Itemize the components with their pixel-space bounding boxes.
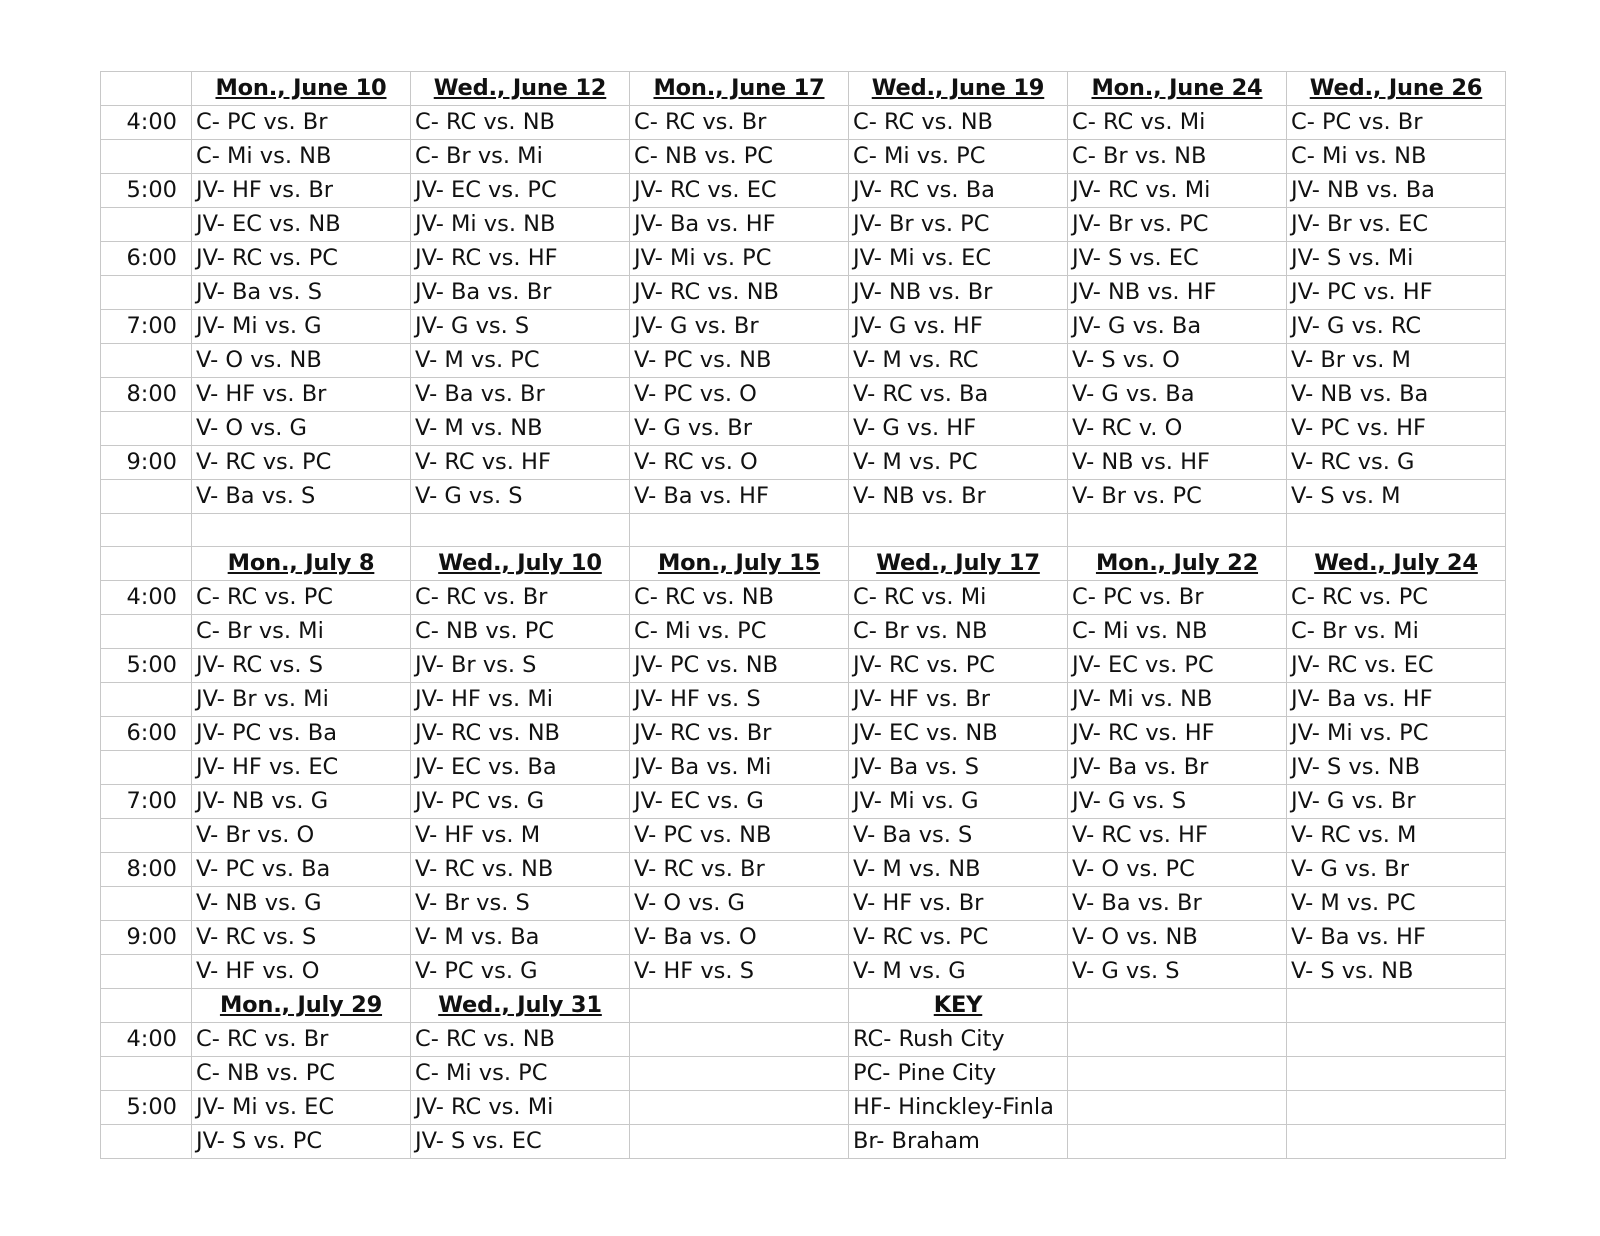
time-slot-cell: 5:00 [101,174,192,208]
key-entry-cell: PC- Pine City [849,1057,1068,1091]
matchup-cell: V- RC vs. HF [1068,819,1287,853]
matchup-cell: V- O vs. G [192,412,411,446]
game-row [101,174,1506,208]
date-header-row [101,547,1506,581]
matchup-cell [1068,1091,1287,1125]
matchup-cell: V- Br vs. O [192,819,411,853]
date-header-cell: Mon., June 17 [630,72,849,106]
matchup-cell: V- RC vs. PC [192,446,411,480]
time-slot-cell [101,344,192,378]
matchup-cell: JV- RC vs. NB [630,276,849,310]
matchup-cell: V- Ba vs. S [192,480,411,514]
matchup-cell: JV- RC vs. PC [849,649,1068,683]
empty-cell [1068,514,1287,547]
matchup-cell: C- RC vs. NB [849,106,1068,140]
matchup-cell: V- NB vs. G [192,887,411,921]
matchup-cell: V- M vs. NB [411,412,630,446]
matchup-cell: V- PC vs. O [630,378,849,412]
matchup-cell: V- RC v. O [1068,412,1287,446]
date-header-row [101,989,1506,1023]
matchup-cell [1287,1057,1506,1091]
time-slot-cell: 5:00 [101,1091,192,1125]
matchup-cell: JV- NB vs. G [192,785,411,819]
matchup-cell: V- Ba vs. Br [411,378,630,412]
matchup-cell: C- NB vs. PC [192,1057,411,1091]
matchup-cell: C- NB vs. PC [411,615,630,649]
time-slot-cell [101,412,192,446]
matchup-cell: V- O vs. G [630,887,849,921]
matchup-cell: V- RC vs. Br [630,853,849,887]
matchup-cell: C- Br vs. NB [1068,140,1287,174]
matchup-cell: JV- G vs. Ba [1068,310,1287,344]
game-row [101,683,1506,717]
matchup-cell: JV- Ba vs. HF [630,208,849,242]
matchup-cell: JV- EC vs. NB [849,717,1068,751]
time-slot-cell [101,751,192,785]
matchup-cell: V- S vs. O [1068,344,1287,378]
game-row [101,921,1506,955]
date-header-cell: Mon., July 15 [630,547,849,581]
matchup-cell: C- Mi vs. PC [411,1057,630,1091]
matchup-cell: JV- PC vs. HF [1287,276,1506,310]
matchup-cell: C- Mi vs. NB [192,140,411,174]
matchup-cell: C- RC vs. NB [411,1023,630,1057]
matchup-cell: JV- RC vs. EC [1287,649,1506,683]
matchup-cell: JV- RC vs. HF [411,242,630,276]
time-slot-cell [101,819,192,853]
matchup-cell: JV- RC vs. Mi [411,1091,630,1125]
matchup-cell [1287,1091,1506,1125]
matchup-cell: V- HF vs. M [411,819,630,853]
matchup-cell: JV- Mi vs. PC [1287,717,1506,751]
date-header-cell: Wed., June 19 [849,72,1068,106]
matchup-cell: C- Br vs. Mi [192,615,411,649]
matchup-cell: C- RC vs. Mi [849,581,1068,615]
time-slot-cell [101,276,192,310]
matchup-cell: JV- EC vs. PC [1068,649,1287,683]
matchup-cell: C- RC vs. NB [630,581,849,615]
game-row [101,751,1506,785]
empty-cell [849,514,1068,547]
matchup-cell [1068,1057,1287,1091]
matchup-cell: JV- RC vs. PC [192,242,411,276]
matchup-cell: C- Mi vs. PC [849,140,1068,174]
matchup-cell: C- RC vs. PC [192,581,411,615]
matchup-cell: JV- RC vs. S [192,649,411,683]
matchup-cell [1287,1125,1506,1159]
time-slot-cell [101,140,192,174]
date-header-cell: Wed., June 26 [1287,72,1506,106]
schedule-table [100,71,1506,1159]
matchup-cell: JV- PC vs. NB [630,649,849,683]
matchup-cell: V- Br vs. PC [1068,480,1287,514]
matchup-cell: JV- RC vs. EC [630,174,849,208]
matchup-cell: C- RC vs. Br [192,1023,411,1057]
spacer-row [101,514,1506,547]
game-row [101,106,1506,140]
schedule-sheet [100,71,1506,1159]
game-row [101,480,1506,514]
date-header-cell: Wed., July 10 [411,547,630,581]
matchup-cell [630,1057,849,1091]
matchup-cell: V- RC vs. NB [411,853,630,887]
date-header-cell: KEY [849,989,1068,1023]
empty-cell [411,514,630,547]
matchup-cell: JV- Ba vs. Br [411,276,630,310]
matchup-cell: V- O vs. NB [192,344,411,378]
matchup-cell: JV- G vs. Br [1287,785,1506,819]
matchup-cell: V- G vs. S [411,480,630,514]
game-row [101,208,1506,242]
game-row [101,242,1506,276]
date-header-cell [1287,989,1506,1023]
matchup-cell: JV- Mi vs. G [849,785,1068,819]
matchup-cell: JV- RC vs. Br [630,717,849,751]
time-slot-cell: 4:00 [101,581,192,615]
matchup-cell: V- M vs. Ba [411,921,630,955]
matchup-cell: JV- G vs. HF [849,310,1068,344]
matchup-cell [630,1091,849,1125]
time-slot-cell [101,1057,192,1091]
game-row [101,717,1506,751]
time-slot-cell: 8:00 [101,853,192,887]
matchup-cell: JV- Ba vs. S [849,751,1068,785]
matchup-cell: JV- G vs. Br [630,310,849,344]
matchup-cell: V- NB vs. Ba [1287,378,1506,412]
date-header-cell: Mon., June 24 [1068,72,1287,106]
matchup-cell: JV- Br vs. PC [849,208,1068,242]
game-row [101,140,1506,174]
matchup-cell: V- Br vs. M [1287,344,1506,378]
game-row [101,344,1506,378]
time-slot-cell [101,955,192,989]
game-row [101,276,1506,310]
matchup-cell: JV- EC vs. Ba [411,751,630,785]
matchup-cell: V- RC vs. S [192,921,411,955]
matchup-cell: JV- G vs. S [411,310,630,344]
matchup-cell [1287,1023,1506,1057]
matchup-cell: V- G vs. Ba [1068,378,1287,412]
time-slot-cell: 4:00 [101,1023,192,1057]
game-row [101,1125,1506,1159]
date-header-cell: Mon., July 29 [192,989,411,1023]
matchup-cell: V- M vs. PC [411,344,630,378]
matchup-cell: JV- HF vs. Mi [411,683,630,717]
matchup-cell: V- Ba vs. O [630,921,849,955]
time-slot-cell [101,887,192,921]
matchup-cell: V- RC vs. HF [411,446,630,480]
matchup-cell: JV- RC vs. Mi [1068,174,1287,208]
matchup-cell: V- PC vs. NB [630,819,849,853]
matchup-cell: C- RC vs. Mi [1068,106,1287,140]
matchup-cell: JV- RC vs. HF [1068,717,1287,751]
matchup-cell [1068,1023,1287,1057]
time-header-cell [101,989,192,1023]
matchup-cell: JV- Br vs. Mi [192,683,411,717]
matchup-cell: JV- Mi vs. NB [1068,683,1287,717]
time-slot-cell [101,683,192,717]
matchup-cell: JV- Mi vs. EC [192,1091,411,1125]
matchup-cell: V- Ba vs. HF [630,480,849,514]
date-header-cell: Wed., July 31 [411,989,630,1023]
game-row [101,581,1506,615]
game-row [101,1057,1506,1091]
matchup-cell: V- RC vs. O [630,446,849,480]
matchup-cell: V- O vs. PC [1068,853,1287,887]
time-header-cell [101,72,192,106]
matchup-cell: JV- S vs. EC [411,1125,630,1159]
matchup-cell: JV- Br vs. EC [1287,208,1506,242]
matchup-cell: V- RC vs. M [1287,819,1506,853]
matchup-cell: JV- EC vs. G [630,785,849,819]
matchup-cell: V- HF vs. O [192,955,411,989]
time-slot-cell: 7:00 [101,785,192,819]
matchup-cell: V- Ba vs. S [849,819,1068,853]
time-slot-cell: 8:00 [101,378,192,412]
matchup-cell: JV- Mi vs. G [192,310,411,344]
matchup-cell: V- PC vs. NB [630,344,849,378]
matchup-cell: JV- NB vs. Ba [1287,174,1506,208]
matchup-cell: JV- EC vs. PC [411,174,630,208]
time-slot-cell: 9:00 [101,921,192,955]
date-header-cell: Mon., June 10 [192,72,411,106]
matchup-cell: V- Ba vs. Br [1068,887,1287,921]
matchup-cell: V- G vs. S [1068,955,1287,989]
matchup-cell: V- M vs. PC [849,446,1068,480]
matchup-cell: V- HF vs. S [630,955,849,989]
time-slot-cell [101,615,192,649]
matchup-cell: JV- PC vs. Ba [192,717,411,751]
game-row [101,853,1506,887]
matchup-cell: JV- NB vs. HF [1068,276,1287,310]
time-slot-cell: 4:00 [101,106,192,140]
time-slot-cell: 9:00 [101,446,192,480]
matchup-cell: JV- EC vs. NB [192,208,411,242]
matchup-cell: V- HF vs. Br [192,378,411,412]
matchup-cell: V- G vs. Br [1287,853,1506,887]
matchup-cell: JV- Ba vs. HF [1287,683,1506,717]
matchup-cell [630,1023,849,1057]
matchup-cell: JV- RC vs. Ba [849,174,1068,208]
matchup-cell: C- Mi vs. NB [1287,140,1506,174]
matchup-cell: V- NB vs. HF [1068,446,1287,480]
matchup-cell: JV- S vs. Mi [1287,242,1506,276]
game-row [101,887,1506,921]
matchup-cell: V- G vs. HF [849,412,1068,446]
matchup-cell: JV- NB vs. Br [849,276,1068,310]
matchup-cell: JV- Mi vs. EC [849,242,1068,276]
time-header-cell [101,547,192,581]
matchup-cell: V- HF vs. Br [849,887,1068,921]
matchup-cell: V- PC vs. G [411,955,630,989]
matchup-cell: C- PC vs. Br [192,106,411,140]
game-row [101,955,1506,989]
matchup-cell: V- Br vs. S [411,887,630,921]
matchup-cell: JV- S vs. EC [1068,242,1287,276]
matchup-cell: C- RC vs. Br [630,106,849,140]
matchup-cell: JV- S vs. PC [192,1125,411,1159]
date-header-row [101,72,1506,106]
matchup-cell: JV- HF vs. Br [192,174,411,208]
date-header-cell: Mon., July 8 [192,547,411,581]
matchup-cell: V- M vs. RC [849,344,1068,378]
matchup-cell: V- PC vs. HF [1287,412,1506,446]
game-row [101,1023,1506,1057]
empty-cell [1287,514,1506,547]
matchup-cell: C- Mi vs. PC [630,615,849,649]
matchup-cell: JV- PC vs. G [411,785,630,819]
matchup-cell: JV- S vs. NB [1287,751,1506,785]
matchup-cell: C- NB vs. PC [630,140,849,174]
game-row [101,446,1506,480]
matchup-cell [1068,1125,1287,1159]
matchup-cell: C- PC vs. Br [1287,106,1506,140]
time-slot-cell: 6:00 [101,717,192,751]
date-header-cell [630,989,849,1023]
time-slot-cell [101,208,192,242]
game-row [101,785,1506,819]
matchup-cell: JV- Mi vs. PC [630,242,849,276]
matchup-cell: C- Mi vs. NB [1068,615,1287,649]
game-row [101,412,1506,446]
key-entry-cell: Br- Braham [849,1125,1068,1159]
matchup-cell: JV- Ba vs. Mi [630,751,849,785]
matchup-cell: JV- RC vs. NB [411,717,630,751]
time-slot-cell: 5:00 [101,649,192,683]
empty-cell [630,514,849,547]
date-header-cell: Mon., July 22 [1068,547,1287,581]
time-slot-cell [101,480,192,514]
matchup-cell: JV- Ba vs. S [192,276,411,310]
empty-cell [101,514,192,547]
matchup-cell: JV- HF vs. S [630,683,849,717]
date-header-cell [1068,989,1287,1023]
matchup-cell: C- Br vs. Mi [1287,615,1506,649]
matchup-cell: JV- HF vs. EC [192,751,411,785]
matchup-cell: V- NB vs. Br [849,480,1068,514]
game-row [101,819,1506,853]
game-row [101,1091,1506,1125]
matchup-cell: C- Br vs. NB [849,615,1068,649]
date-header-cell: Wed., June 12 [411,72,630,106]
matchup-cell: JV- HF vs. Br [849,683,1068,717]
matchup-cell: JV- Br vs. PC [1068,208,1287,242]
game-row [101,310,1506,344]
matchup-cell: V- M vs. PC [1287,887,1506,921]
game-row [101,378,1506,412]
matchup-cell: JV- Mi vs. NB [411,208,630,242]
time-slot-cell: 7:00 [101,310,192,344]
matchup-cell: C- Br vs. Mi [411,140,630,174]
matchup-cell: V- M vs. NB [849,853,1068,887]
matchup-cell: C- RC vs. PC [1287,581,1506,615]
date-header-cell: Wed., July 17 [849,547,1068,581]
matchup-cell: JV- G vs. RC [1287,310,1506,344]
matchup-cell: V- RC vs. G [1287,446,1506,480]
matchup-cell: C- PC vs. Br [1068,581,1287,615]
key-entry-cell: HF- Hinckley-Finla [849,1091,1068,1125]
matchup-cell: JV- G vs. S [1068,785,1287,819]
matchup-cell: V- Ba vs. HF [1287,921,1506,955]
matchup-cell: V- G vs. Br [630,412,849,446]
matchup-cell: JV- Br vs. S [411,649,630,683]
matchup-cell: C- RC vs. NB [411,106,630,140]
matchup-cell: V- S vs. NB [1287,955,1506,989]
game-row [101,615,1506,649]
matchup-cell: V- RC vs. PC [849,921,1068,955]
matchup-cell: V- M vs. G [849,955,1068,989]
key-entry-cell: RC- Rush City [849,1023,1068,1057]
time-slot-cell [101,1125,192,1159]
matchup-cell: V- PC vs. Ba [192,853,411,887]
matchup-cell: JV- Ba vs. Br [1068,751,1287,785]
matchup-cell: V- O vs. NB [1068,921,1287,955]
date-header-cell: Wed., July 24 [1287,547,1506,581]
matchup-cell: C- RC vs. Br [411,581,630,615]
matchup-cell: V- RC vs. Ba [849,378,1068,412]
matchup-cell [630,1125,849,1159]
matchup-cell: V- S vs. M [1287,480,1506,514]
game-row [101,649,1506,683]
empty-cell [192,514,411,547]
time-slot-cell: 6:00 [101,242,192,276]
